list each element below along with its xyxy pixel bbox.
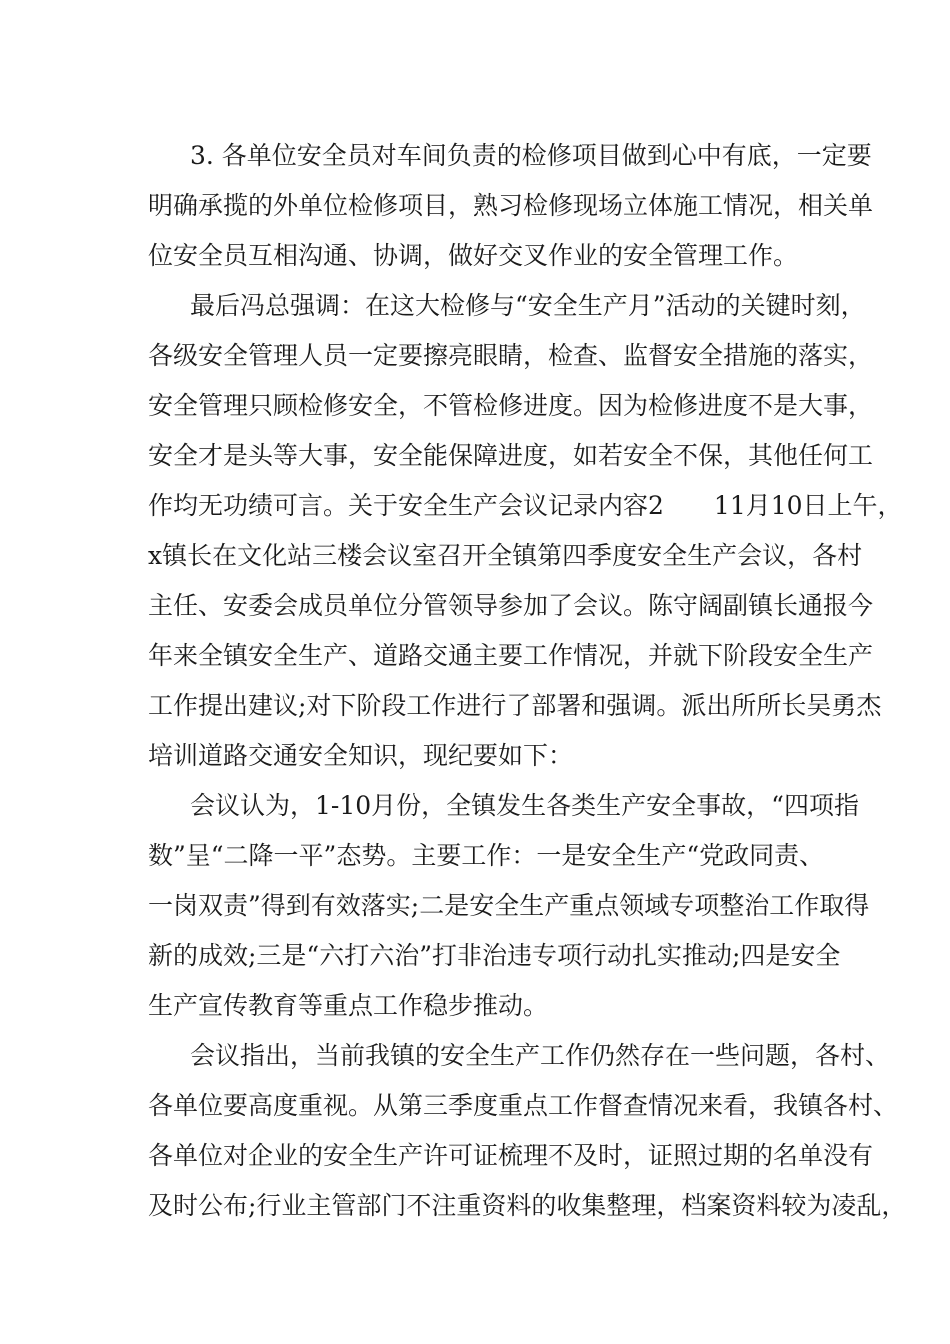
paragraph-line: 各级安全管理人员一定要擦亮眼睛，检查、监督安全措施的落实，	[148, 341, 874, 370]
paragraph-line: 主任、安委会成员单位分管领导参加了会议。陈守阔副镇长通报今	[148, 591, 874, 620]
paragraph-line: 最后冯总强调：在这大检修与“安全生产月”活动的关键时刻，	[190, 291, 866, 320]
paragraph-line: 3. 各单位安全员对车间负责的检修项目做到心中有底，一定要	[190, 141, 872, 170]
paragraph-line: 安全才是头等大事，安全能保障进度，如若安全不保，其他任何工	[148, 441, 874, 470]
paragraph-line: 作均无功绩可言。关于安全生产会议记录内容2 11月10日上午，	[148, 491, 903, 520]
paragraph-line: 年来全镇安全生产、道路交通主要工作情况，并就下阶段安全生产	[148, 641, 874, 670]
paragraph-line: 明确承揽的外单位检修项目，熟习检修现场立体施工情况，相关单	[148, 191, 874, 220]
paragraph-line: 会议认为，1-10月份，全镇发生各类生产安全事故，“四项指	[190, 791, 859, 820]
document-body	[148, 131, 907, 1231]
paragraph-line: 生产宣传教育等重点工作稳步推动。	[148, 991, 549, 1020]
paragraph-line: 各单位要高度重视。从第三季度重点工作督查情况来看，我镇各村、	[148, 1091, 899, 1120]
paragraph-line: 位安全员互相沟通、协调，做好交叉作业的安全管理工作。	[148, 241, 799, 270]
paragraph-line: 培训道路交通安全知识，现纪要如下：	[148, 741, 574, 770]
paragraph-line: 安全管理只顾检修安全，不管检修进度。因为检修进度不是大事，	[148, 391, 874, 420]
paragraph-line: 新的成效;三是“六打六治”打非治违专项行动扎实推动;四是安全	[148, 941, 841, 970]
paragraph-line: 各单位对企业的安全生产许可证梳理不及时，证照过期的名单没有	[148, 1141, 874, 1170]
paragraph-line: 一岗双责”得到有效落实;二是安全生产重点领域专项整治工作取得	[148, 891, 870, 920]
paragraph-line: 及时公布;行业主管部门不注重资料的收集整理，档案资料较为凌乱，	[148, 1191, 907, 1220]
paragraph-line: x镇长在文化站三楼会议室召开全镇第四季度安全生产会议，各村	[148, 541, 863, 570]
paragraph-line: 工作提出建议;对下阶段工作进行了部署和强调。派出所所长吴勇杰	[148, 691, 882, 720]
paragraph-line: 数”呈“二降一平”态势。主要工作：一是安全生产“党政同责、	[148, 841, 825, 870]
paragraph-line: 会议指出，当前我镇的安全生产工作仍然存在一些问题，各村、	[190, 1041, 891, 1070]
